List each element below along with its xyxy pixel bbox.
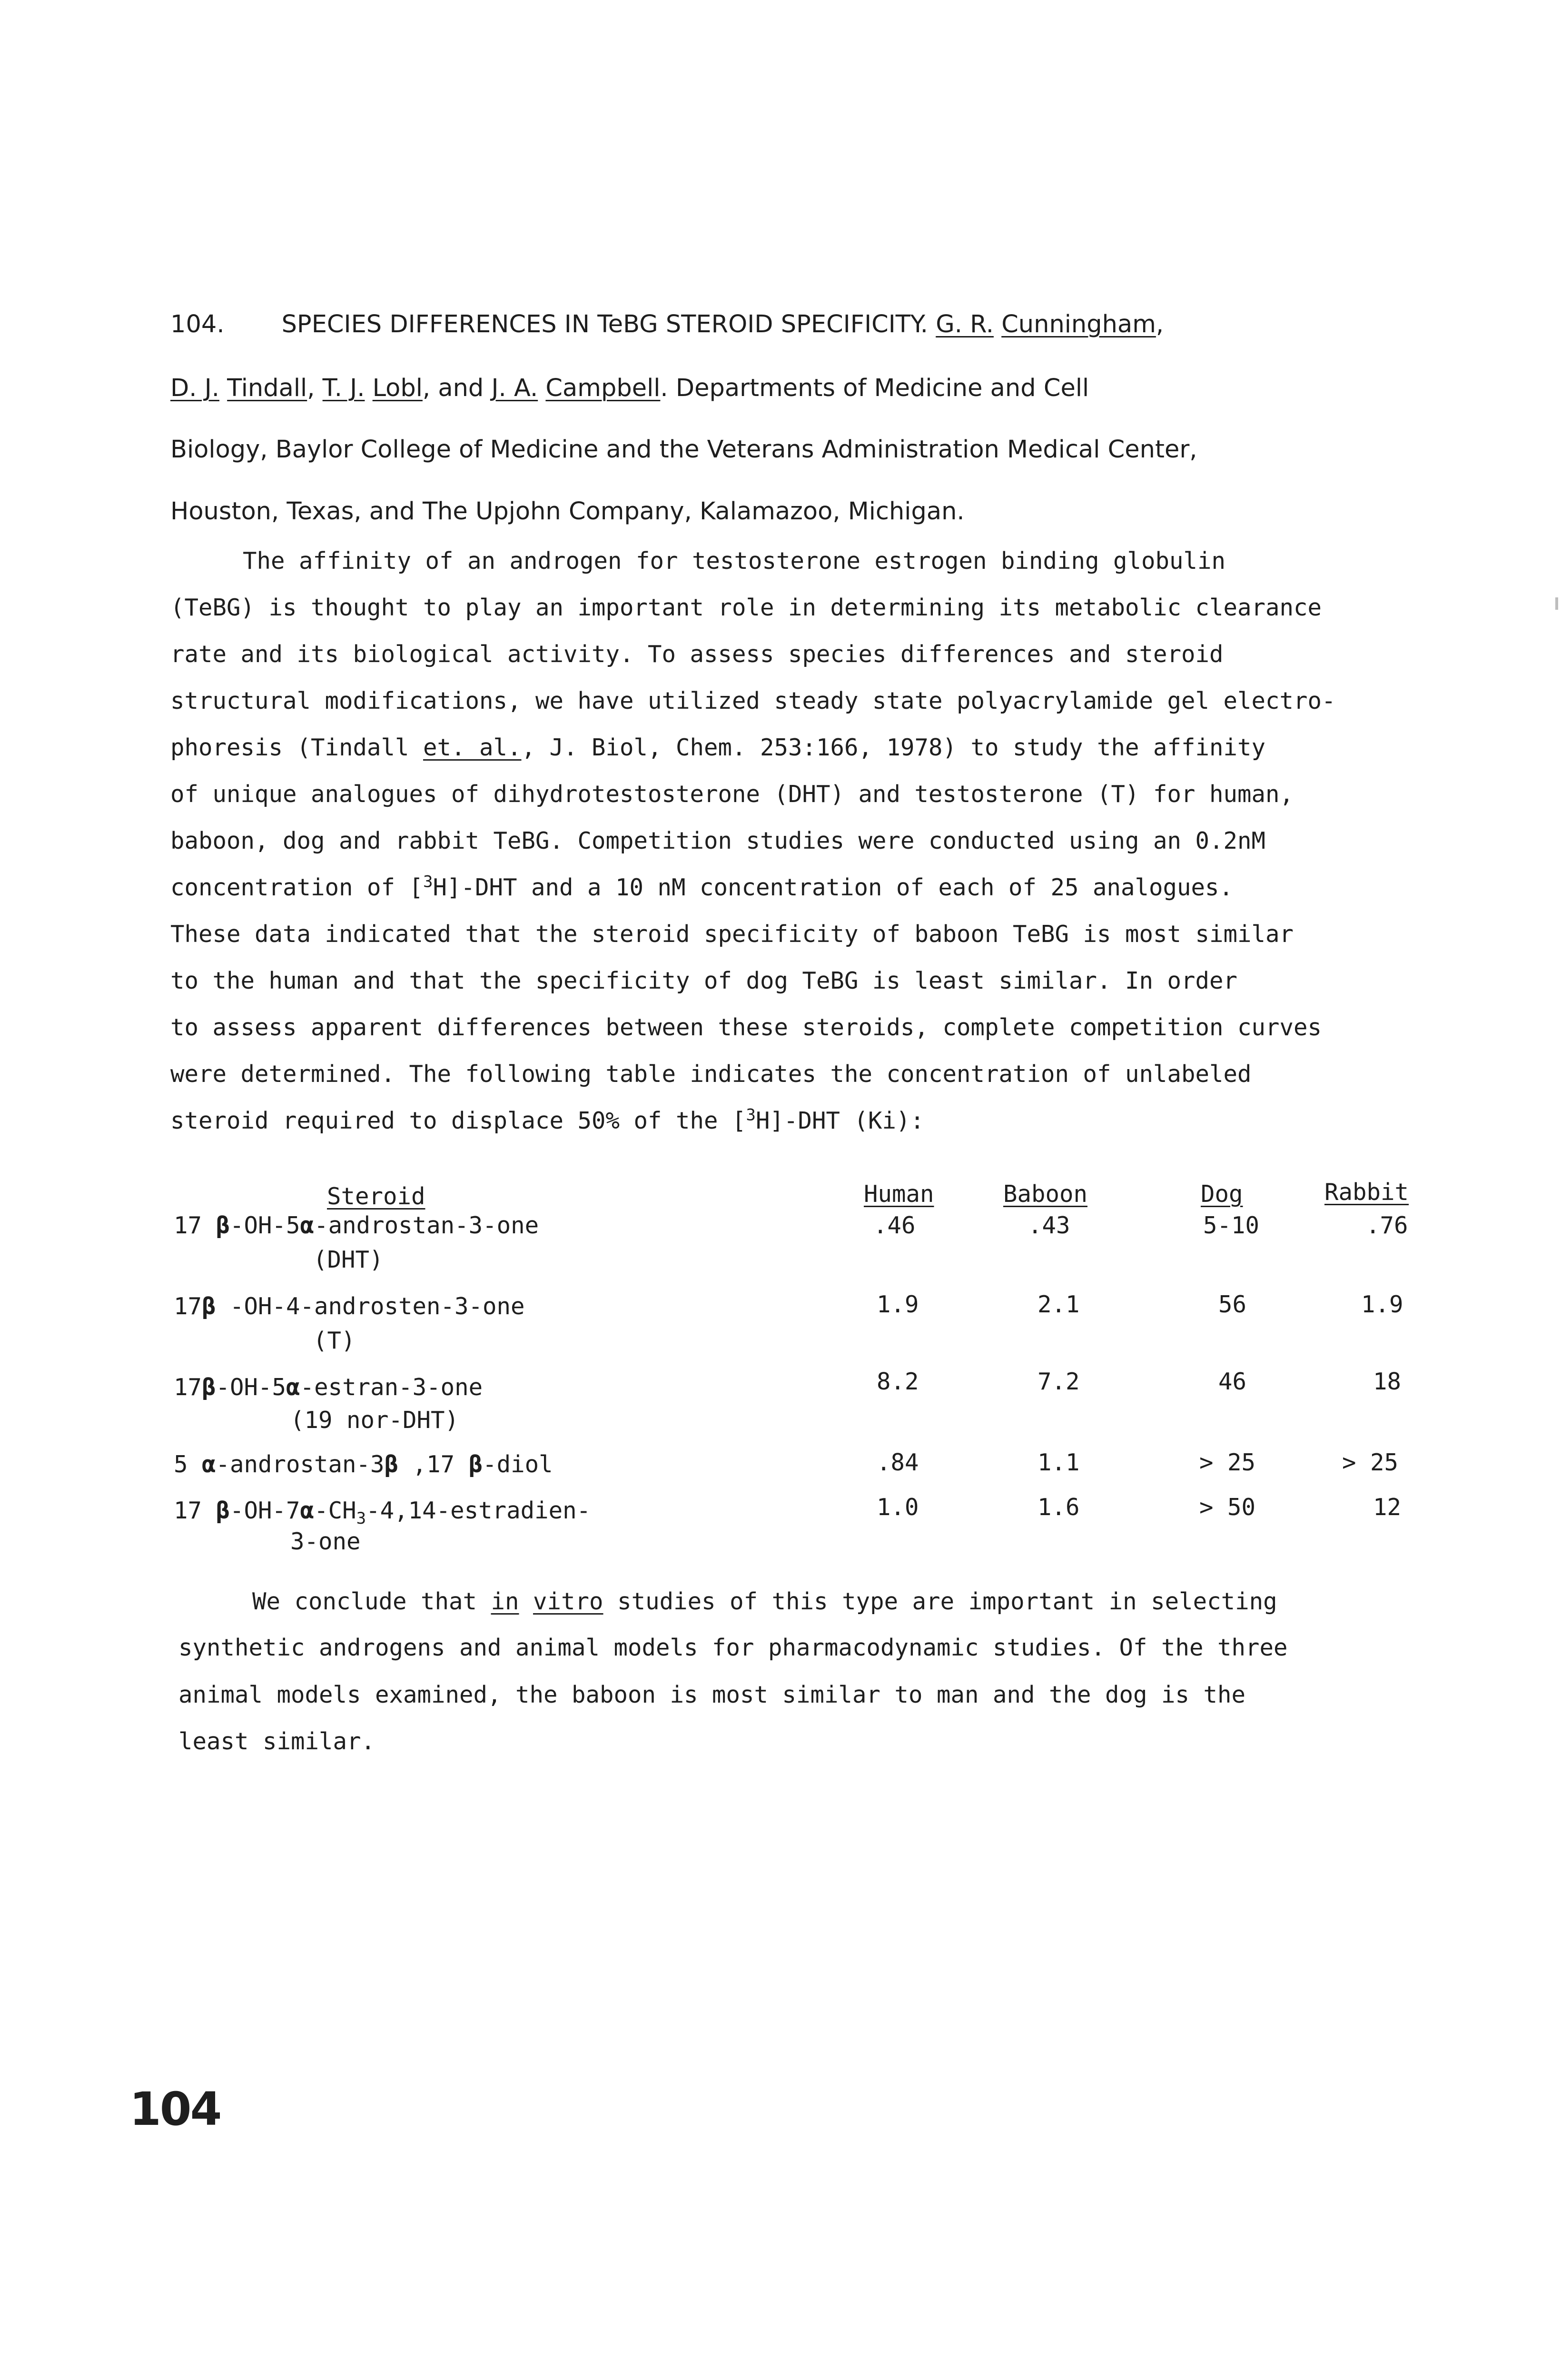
dog-value: 5-10 bbox=[1203, 1212, 1260, 1239]
author-3: T. J. Lobl, and bbox=[322, 374, 484, 402]
abstract-title: SPECIES DIFFERENCES IN TeBG STEROID SPECIFICITY. bbox=[281, 310, 928, 338]
rabbit-value: 12 bbox=[1373, 1494, 1402, 1521]
author-1: G. R. Cunningham, bbox=[936, 310, 1164, 338]
dog-value: 56 bbox=[1218, 1291, 1247, 1318]
abstract-line-1: The affinity of an androgen for testosterone estrogen binding globulin bbox=[243, 547, 1226, 575]
rabbit-value: > 25 bbox=[1342, 1449, 1399, 1476]
human-value: 8.2 bbox=[877, 1368, 919, 1395]
abstract-number: 104. bbox=[170, 310, 225, 338]
steroid-abbrev: (T) bbox=[313, 1327, 356, 1354]
author-4: J. A. Campbell. bbox=[491, 374, 668, 402]
abstract-line-6: of unique analogues of dihydrotestosterone (DHT) and testosterone (T) for human, bbox=[170, 781, 1294, 808]
abstract-line-5: phoresis (Tindall et. al., J. Biol, Chem. 253:166, 1978) to study the affinity bbox=[170, 734, 1266, 761]
steroid-abbrev: 3-one bbox=[290, 1528, 361, 1555]
col-header-human: Human bbox=[864, 1180, 934, 1208]
abstract-line-9: These data indicated that the steroid specificity of baboon TeBG is most similar bbox=[170, 921, 1294, 948]
abstract-line-10: to the human and that the specificity of dog TeBG is least similar. In order bbox=[170, 967, 1238, 994]
baboon-value: 7.2 bbox=[1037, 1368, 1080, 1395]
abstract-heading bbox=[170, 310, 1164, 338]
conclusion-line-2: synthetic androgens and animal models for pharmacodynamic studies. Of the three bbox=[178, 1634, 1288, 1661]
baboon-value: 1.6 bbox=[1037, 1494, 1080, 1521]
human-value: 1.0 bbox=[877, 1494, 919, 1521]
page-number: 104 bbox=[129, 2082, 221, 2136]
conclusion-line-1: We conclude that in vitro studies of this type are important in selecting bbox=[252, 1588, 1277, 1615]
baboon-value: 1.1 bbox=[1037, 1449, 1080, 1476]
abstract-line-11: to assess apparent differences between these steroids, complete competition curves bbox=[170, 1014, 1322, 1041]
abstract-line-2: (TeBG) is thought to play an important role in determining its metabolic clearance bbox=[170, 594, 1322, 621]
dog-value: 46 bbox=[1218, 1368, 1247, 1395]
steroid-abbrev: (19 nor-DHT) bbox=[290, 1407, 459, 1434]
dog-value: > 50 bbox=[1199, 1494, 1256, 1521]
abstract-line-8: concentration of [$^3$H]-DHT and a 10 nM concentration of each of 25 analogues. bbox=[170, 872, 1234, 901]
abstract-line-4: structural modifications, we have utilized steady state polyacrylamide gel electro- bbox=[170, 687, 1336, 714]
steroid-name: 17 β-OH-5α-androstan-3-one bbox=[174, 1212, 539, 1239]
authors-line bbox=[170, 374, 1089, 402]
col-header-rabbit: Rabbit bbox=[1324, 1179, 1409, 1206]
col-header-baboon: Baboon bbox=[1003, 1180, 1088, 1208]
abstract-line-13: steroid required to displace 50% of the [$^3$H]-DHT (Ki): bbox=[170, 1105, 925, 1134]
abstract-line-3: rate and its biological activity. To assess species differences and steroid bbox=[170, 641, 1224, 668]
steroid-name: 17 $\beta-OH-7\alpha-CH_3-4,14-estradien-$ bbox=[174, 1497, 591, 1528]
baboon-value: .43 bbox=[1028, 1212, 1070, 1239]
human-value: .84 bbox=[877, 1449, 919, 1476]
scan-edge-mark bbox=[1555, 597, 1558, 610]
dog-value: > 25 bbox=[1199, 1449, 1256, 1476]
conclusion-line-4: least similar. bbox=[178, 1728, 375, 1755]
rabbit-value: 1.9 bbox=[1361, 1291, 1403, 1318]
rabbit-value: .76 bbox=[1366, 1212, 1408, 1239]
affiliation-line-3: Houston, Texas, and The Upjohn Company, Kalamazoo, Michigan. bbox=[170, 497, 965, 526]
steroid-name: 17β -OH-4-androsten-3-one bbox=[174, 1293, 525, 1320]
conclusion-line-3: animal models examined, the baboon is most similar to man and the dog is the bbox=[178, 1681, 1246, 1708]
et-al: et. al. bbox=[423, 734, 522, 761]
col-header-dog: Dog bbox=[1201, 1180, 1243, 1208]
col-header-steroid: Steroid bbox=[327, 1183, 425, 1210]
baboon-value: 2.1 bbox=[1037, 1291, 1080, 1318]
affiliation-line-1: Departments of Medicine and Cell bbox=[675, 374, 1089, 402]
human-value: .46 bbox=[873, 1212, 916, 1239]
steroid-name: 17β-OH-5α-estran-3-one bbox=[174, 1374, 483, 1401]
affiliation-line-2: Biology, Baylor College of Medicine and the Veterans Administration Medical Center, bbox=[170, 436, 1197, 464]
abstract-line-7: baboon, dog and rabbit TeBG. Competition studies were conducted using an 0.2nM bbox=[170, 827, 1266, 854]
author-2: D. J. Tindall, bbox=[170, 374, 315, 402]
steroid-name: 5 α-androstan-3β ,17 β-diol bbox=[174, 1451, 553, 1478]
abstract-line-12: were determined. The following table indicates the concentration of unlabeled bbox=[170, 1061, 1252, 1088]
rabbit-value: 18 bbox=[1373, 1368, 1402, 1395]
human-value: 1.9 bbox=[877, 1291, 919, 1318]
steroid-abbrev: (DHT) bbox=[313, 1246, 384, 1273]
